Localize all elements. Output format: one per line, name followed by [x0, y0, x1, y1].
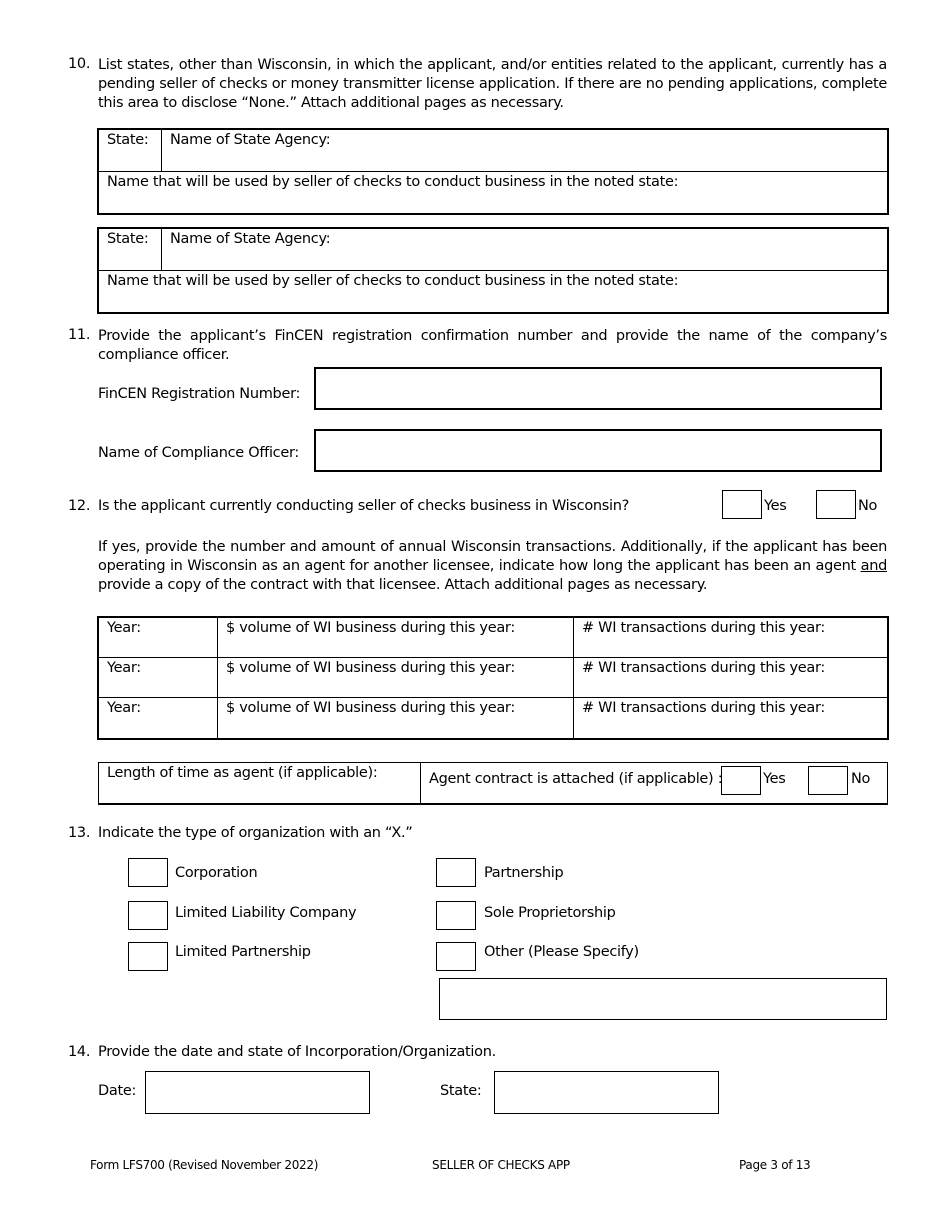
volume-cell[interactable]: $ volume of WI business during this year: — [218, 658, 574, 698]
transactions-cell[interactable]: # WI transactions during this year: — [574, 698, 888, 739]
volume-cell[interactable]: $ volume of WI business during this year: — [218, 618, 574, 658]
q14-number: 14. — [68, 1044, 91, 1060]
agency-label: Name of State Agency: — [170, 132, 331, 148]
other-specify-input[interactable] — [439, 978, 887, 1020]
table-row — [99, 618, 888, 658]
pending-state-table-1 — [98, 129, 888, 214]
date-input[interactable] — [145, 1071, 370, 1114]
incorporation-state-input[interactable] — [494, 1071, 719, 1114]
table-row — [99, 658, 888, 698]
agent-length-label: Length of time as agent (if applicable): — [107, 765, 378, 781]
state-label: State: — [107, 231, 149, 247]
corporation-label: Corporation — [175, 865, 258, 881]
fincen-label: FinCEN Registration Number: — [98, 386, 301, 402]
q12-question: Is the applicant currently conducting seller of checks business in Wisconsin? — [98, 498, 630, 514]
year-cell[interactable]: Year: — [99, 658, 218, 698]
other-checkbox[interactable] — [436, 942, 476, 971]
footer-page: Page 3 of 13 — [739, 1158, 811, 1172]
footer-title: SELLER OF CHECKS APP — [432, 1158, 570, 1172]
footer-form: Form LFS700 (Revised November 2022) — [90, 1158, 319, 1172]
year-cell[interactable]: Year: — [99, 698, 218, 739]
volume-cell[interactable]: $ volume of WI business during this year: — [218, 698, 574, 739]
agent-length-cell[interactable] — [99, 763, 421, 804]
agent-contract-yes-checkbox[interactable] — [721, 766, 761, 795]
q11-text: Provide the applicant’s FinCEN registration confirmation number and provide the name of the company’s compliance officer. — [98, 328, 887, 363]
agency-label: Name of State Agency: — [170, 231, 331, 247]
limited-partnership-label: Limited Partnership — [175, 944, 311, 960]
other-label: Other (Please Specify) — [484, 944, 639, 960]
q10-text: List states, other than Wisconsin, in which the applicant, and/or entities related to the applicant, currently has a pending seller of checks or money transmitter license application. If there are no pending applications, complete this area to disclose “None.” Attach additional pages as necessary. — [98, 57, 887, 111]
business-name-cell[interactable] — [99, 271, 888, 313]
agent-contract-yes-label: Yes — [763, 771, 786, 787]
agent-contract-label: Agent contract is attached (if applicable) : — [429, 771, 723, 787]
agent-contract-cell — [421, 763, 888, 804]
date-label: Date: — [98, 1083, 137, 1099]
state-cell[interactable] — [99, 229, 162, 271]
pending-state-table-2 — [98, 228, 888, 313]
year-cell[interactable]: Year: — [99, 618, 218, 658]
q13-number: 13. — [68, 825, 91, 841]
q12-yes-checkbox[interactable] — [722, 490, 762, 519]
q12-no-checkbox[interactable] — [816, 490, 856, 519]
state-label: State: — [107, 132, 149, 148]
agency-cell[interactable] — [162, 130, 888, 172]
q12-number: 12. — [68, 498, 91, 514]
limited-partnership-checkbox[interactable] — [128, 942, 168, 971]
agency-cell[interactable] — [162, 229, 888, 271]
business-name-label: Name that will be used by seller of checks to conduct business in the noted state: — [107, 174, 679, 190]
agent-contract-no-checkbox[interactable] — [808, 766, 848, 795]
partnership-checkbox[interactable] — [436, 858, 476, 887]
transactions-cell[interactable]: # WI transactions during this year: — [574, 658, 888, 698]
agent-table — [98, 762, 888, 805]
llc-label: Limited Liability Company — [175, 905, 357, 921]
fincen-input[interactable] — [314, 367, 882, 410]
q12-no-label: No — [858, 498, 878, 514]
transactions-cell[interactable]: # WI transactions during this year: — [574, 618, 888, 658]
agent-contract-no-label: No — [851, 771, 871, 787]
q13-text: Indicate the type of organization with an “X.” — [98, 825, 413, 841]
q10-number: 10. — [68, 56, 91, 72]
corporation-checkbox[interactable] — [128, 858, 168, 887]
sole-proprietorship-label: Sole Proprietorship — [484, 905, 616, 921]
business-name-cell[interactable] — [99, 172, 888, 214]
incorporation-state-label: State: — [440, 1083, 482, 1099]
q12-yes-label: Yes — [764, 498, 787, 514]
table-row — [99, 698, 888, 739]
q12-instructions: If yes, provide the number and amount of annual Wisconsin transactions. Additionally, if the applicant has been operating in Wisconsin as an agent for another licensee, indicate how long the applicant has been an agent and provide a copy of the contract with that licensee. Attach additional pages as necessary. — [98, 539, 887, 593]
q14-text: Provide the date and state of Incorporation/Organization. — [98, 1044, 496, 1060]
business-name-label: Name that will be used by seller of checks to conduct business in the noted state: — [107, 273, 679, 289]
and-underlined: and — [860, 558, 887, 574]
wi-transactions-table — [98, 617, 888, 739]
compliance-officer-label: Name of Compliance Officer: — [98, 445, 299, 461]
llc-checkbox[interactable] — [128, 901, 168, 930]
q11-number: 11. — [68, 327, 91, 343]
compliance-officer-input[interactable] — [314, 429, 882, 472]
sole-proprietorship-checkbox[interactable] — [436, 901, 476, 930]
state-cell[interactable] — [99, 130, 162, 172]
partnership-label: Partnership — [484, 865, 564, 881]
